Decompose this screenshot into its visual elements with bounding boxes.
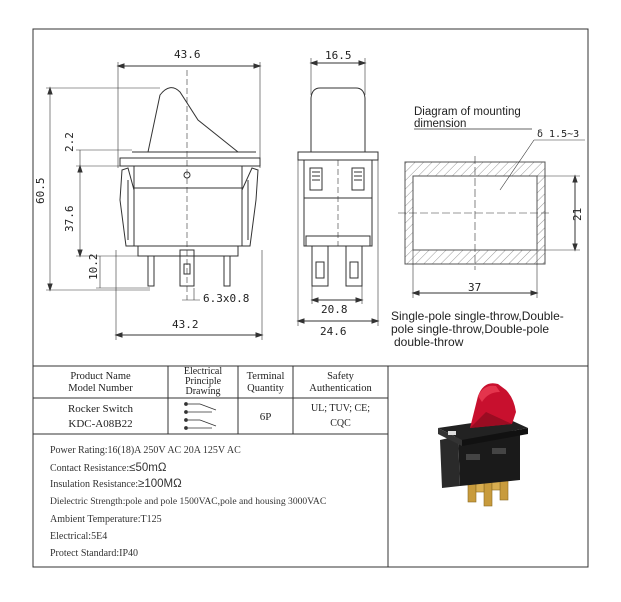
switch-type-line2: pole single-throw,Double-pole <box>391 322 550 336</box>
spec-power-rating: Power Rating:16(18)A 250V AC 20A 125V AC <box>50 445 241 456</box>
dim-front-10-2: 10.2 <box>87 253 100 280</box>
header-electrical: Electrical <box>183 366 223 377</box>
header-terminal: Terminal <box>246 371 285 382</box>
header-principle: Principle <box>184 376 222 387</box>
mounting-height: 21 <box>571 207 584 221</box>
mounting-title-line2: dimension <box>414 118 467 130</box>
terminal-quantity: 6P <box>259 411 272 423</box>
header-quantity: Quantity <box>247 383 284 394</box>
dim-front-37-6: 37.6 <box>63 205 76 232</box>
mounting-width: 37 <box>468 281 482 294</box>
spec-insulation-resistance-label: Insulation Resistance: <box>50 479 139 490</box>
product-name: Rocker Switch <box>67 403 134 415</box>
spec-contact-resistance-label: Contact Resistance: <box>50 463 130 474</box>
mounting-thickness: δ 1.5~3 <box>537 129 580 140</box>
product-photo <box>438 383 528 506</box>
certifications-line2: CQC <box>330 418 351 429</box>
spec-contact-resistance-value: ≤50mΩ <box>129 462 167 474</box>
header-authentication: Authentication <box>309 383 372 394</box>
spec-dielectric-strength: Dielectric Strength:pole and pole 1500VAC,pole and housing 3000VAC <box>50 496 327 507</box>
spec-protect-standard: Protect Standard:IP40 <box>50 548 139 559</box>
dim-front-height: 60.5 <box>34 177 47 204</box>
switch-type-line1: Single-pole single-throw,Double- <box>391 309 564 323</box>
header-product-name: Product Name <box>70 371 131 382</box>
certifications-line1: UL; TUV; CE; <box>310 403 371 414</box>
header-model-number: Model Number <box>68 383 133 394</box>
mounting-title-line1: Diagram of mounting <box>414 106 521 118</box>
dim-front-2-2: 2.2 <box>63 132 76 152</box>
spec-electrical: Electrical:5E4 <box>50 531 108 542</box>
dim-front-bottom: 43.2 <box>172 318 199 331</box>
spec-ambient-temperature: Ambient Temperature:T125 <box>50 514 162 525</box>
dim-side-top: 16.5 <box>325 49 352 62</box>
model-number: KDC-A08B22 <box>68 418 133 430</box>
header-safety: Safety <box>327 371 354 382</box>
switch-type-line3: double-throw <box>394 335 464 349</box>
dim-side-mid: 20.8 <box>321 303 348 316</box>
spec-insulation-resistance <box>50 479 182 491</box>
mounting-diagram <box>398 129 585 298</box>
dim-terminal-size: 6.3x0.8 <box>203 292 250 305</box>
electrical-principle-drawing <box>185 403 217 430</box>
header-drawing: Drawing <box>185 386 221 397</box>
dim-front-top: 43.6 <box>174 48 201 61</box>
spec-contact-resistance <box>50 463 166 475</box>
spec-insulation-resistance-value: ≥100MΩ <box>138 478 182 490</box>
side-view <box>298 58 378 326</box>
dim-side-bottom: 24.6 <box>320 325 347 338</box>
